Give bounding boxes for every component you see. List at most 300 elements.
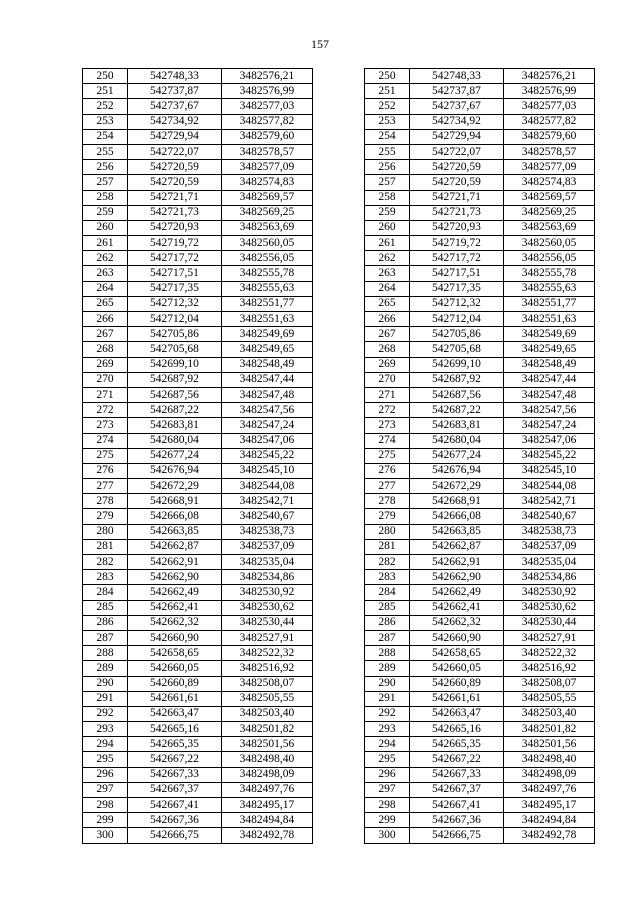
right-y-coordinate-cell: 3482551,63	[504, 312, 595, 327]
right-y-coordinate-cell: 3482498,40	[504, 752, 595, 767]
left-y-coordinate-cell: 3482555,63	[221, 281, 312, 296]
left-point-number-cell: 283	[83, 570, 128, 585]
left-y-coordinate-cell: 3482560,05	[221, 236, 312, 251]
right-point-number-cell: 271	[365, 387, 410, 402]
left-y-coordinate-cell: 3482578,57	[221, 144, 312, 159]
right-x-coordinate-cell: 542660,89	[409, 676, 503, 691]
right-x-coordinate-cell: 542677,24	[409, 448, 503, 463]
right-x-coordinate-cell: 542662,91	[409, 555, 503, 570]
right-y-coordinate-cell: 3482503,40	[504, 706, 595, 721]
column-gap	[312, 251, 364, 266]
left-point-number-cell: 295	[83, 752, 128, 767]
right-x-coordinate-cell: 542676,94	[409, 463, 503, 478]
left-point-number-cell: 250	[83, 69, 128, 84]
right-y-coordinate-cell: 3482578,57	[504, 144, 595, 159]
left-y-coordinate-cell: 3482530,62	[221, 600, 312, 615]
left-point-number-cell: 264	[83, 281, 128, 296]
column-gap	[312, 160, 364, 175]
left-point-number-cell: 289	[83, 661, 128, 676]
right-point-number-cell: 278	[365, 494, 410, 509]
right-point-number-cell: 295	[365, 752, 410, 767]
right-x-coordinate-cell: 542737,67	[409, 99, 503, 114]
column-gap	[312, 190, 364, 205]
left-point-number-cell: 255	[83, 144, 128, 159]
column-gap	[312, 706, 364, 721]
table-row	[83, 205, 595, 220]
left-y-coordinate-cell: 3482563,69	[221, 220, 312, 235]
left-point-number-cell: 280	[83, 524, 128, 539]
left-point-number-cell: 296	[83, 767, 128, 782]
right-y-coordinate-cell: 3482527,91	[504, 630, 595, 645]
left-point-number-cell: 261	[83, 236, 128, 251]
left-point-number-cell: 286	[83, 615, 128, 630]
right-point-number-cell: 288	[365, 646, 410, 661]
left-point-number-cell: 300	[83, 828, 128, 843]
right-point-number-cell: 275	[365, 448, 410, 463]
left-x-coordinate-cell: 542699,10	[127, 357, 221, 372]
right-point-number-cell: 266	[365, 312, 410, 327]
left-x-coordinate-cell: 542662,90	[127, 570, 221, 585]
table-row	[83, 236, 595, 251]
right-y-coordinate-cell: 3482548,49	[504, 357, 595, 372]
column-gap	[312, 266, 364, 281]
right-point-number-cell: 297	[365, 782, 410, 797]
left-point-number-cell: 293	[83, 722, 128, 737]
left-y-coordinate-cell: 3482501,56	[221, 737, 312, 752]
table-row	[83, 357, 595, 372]
right-point-number-cell: 282	[365, 555, 410, 570]
right-x-coordinate-cell: 542720,59	[409, 175, 503, 190]
column-gap	[312, 479, 364, 494]
left-point-number-cell: 281	[83, 539, 128, 554]
right-point-number-cell: 286	[365, 615, 410, 630]
right-y-coordinate-cell: 3482576,99	[504, 84, 595, 99]
right-x-coordinate-cell: 542748,33	[409, 69, 503, 84]
right-y-coordinate-cell: 3482555,78	[504, 266, 595, 281]
right-x-coordinate-cell: 542737,87	[409, 84, 503, 99]
left-point-number-cell: 298	[83, 798, 128, 813]
left-x-coordinate-cell: 542662,91	[127, 555, 221, 570]
left-y-coordinate-cell: 3482556,05	[221, 251, 312, 266]
right-x-coordinate-cell: 542668,91	[409, 494, 503, 509]
column-gap	[312, 327, 364, 342]
table-row	[83, 220, 595, 235]
left-point-number-cell: 265	[83, 296, 128, 311]
right-y-coordinate-cell: 3482551,77	[504, 296, 595, 311]
right-point-number-cell: 263	[365, 266, 410, 281]
left-point-number-cell: 252	[83, 99, 128, 114]
left-x-coordinate-cell: 542717,51	[127, 266, 221, 281]
table-row	[83, 828, 595, 843]
left-point-number-cell: 276	[83, 463, 128, 478]
right-point-number-cell: 255	[365, 144, 410, 159]
column-gap	[312, 585, 364, 600]
right-point-number-cell: 289	[365, 661, 410, 676]
table-row	[83, 813, 595, 828]
right-x-coordinate-cell: 542712,32	[409, 296, 503, 311]
right-x-coordinate-cell: 542712,04	[409, 312, 503, 327]
table-row	[83, 312, 595, 327]
left-point-number-cell: 287	[83, 630, 128, 645]
table-row	[83, 372, 595, 387]
column-gap	[312, 524, 364, 539]
left-point-number-cell: 262	[83, 251, 128, 266]
right-point-number-cell: 262	[365, 251, 410, 266]
left-point-number-cell: 272	[83, 403, 128, 418]
left-point-number-cell: 260	[83, 220, 128, 235]
right-x-coordinate-cell: 542667,41	[409, 798, 503, 813]
right-x-coordinate-cell: 542663,47	[409, 706, 503, 721]
left-x-coordinate-cell: 542667,33	[127, 767, 221, 782]
right-point-number-cell: 268	[365, 342, 410, 357]
right-point-number-cell: 256	[365, 160, 410, 175]
column-gap	[312, 463, 364, 478]
right-point-number-cell: 300	[365, 828, 410, 843]
column-gap	[312, 403, 364, 418]
table-row	[83, 630, 595, 645]
table-row	[83, 661, 595, 676]
left-x-coordinate-cell: 542662,87	[127, 539, 221, 554]
left-y-coordinate-cell: 3482547,44	[221, 372, 312, 387]
left-y-coordinate-cell: 3482547,56	[221, 403, 312, 418]
right-y-coordinate-cell: 3482574,83	[504, 175, 595, 190]
left-x-coordinate-cell: 542687,56	[127, 387, 221, 402]
left-y-coordinate-cell: 3482508,07	[221, 676, 312, 691]
left-y-coordinate-cell: 3482498,09	[221, 767, 312, 782]
table-row	[83, 752, 595, 767]
right-point-number-cell: 277	[365, 479, 410, 494]
left-x-coordinate-cell: 542687,22	[127, 403, 221, 418]
table-row	[83, 190, 595, 205]
left-x-coordinate-cell: 542729,94	[127, 129, 221, 144]
left-x-coordinate-cell: 542667,36	[127, 813, 221, 828]
right-x-coordinate-cell: 542722,07	[409, 144, 503, 159]
left-y-coordinate-cell: 3482577,03	[221, 99, 312, 114]
column-gap	[312, 767, 364, 782]
column-gap	[312, 630, 364, 645]
right-x-coordinate-cell: 542667,37	[409, 782, 503, 797]
column-gap	[312, 296, 364, 311]
left-point-number-cell: 273	[83, 418, 128, 433]
right-x-coordinate-cell: 542660,90	[409, 630, 503, 645]
page-number: 157	[311, 37, 329, 51]
table-row	[83, 646, 595, 661]
left-point-number-cell: 251	[83, 84, 128, 99]
left-x-coordinate-cell: 542663,47	[127, 706, 221, 721]
right-y-coordinate-cell: 3482538,73	[504, 524, 595, 539]
left-point-number-cell: 282	[83, 555, 128, 570]
left-x-coordinate-cell: 542677,24	[127, 448, 221, 463]
right-x-coordinate-cell: 542662,49	[409, 585, 503, 600]
table-row	[83, 403, 595, 418]
right-point-number-cell: 258	[365, 190, 410, 205]
column-gap	[312, 372, 364, 387]
column-gap	[312, 236, 364, 251]
right-point-number-cell: 279	[365, 509, 410, 524]
left-x-coordinate-cell: 542661,61	[127, 691, 221, 706]
right-y-coordinate-cell: 3482577,82	[504, 114, 595, 129]
table-row	[83, 737, 595, 752]
right-y-coordinate-cell: 3482547,56	[504, 403, 595, 418]
table-row	[83, 433, 595, 448]
left-y-coordinate-cell: 3482545,10	[221, 463, 312, 478]
left-x-coordinate-cell: 542662,32	[127, 615, 221, 630]
column-gap	[312, 220, 364, 235]
left-point-number-cell: 257	[83, 175, 128, 190]
table-row	[83, 175, 595, 190]
table-row	[83, 524, 595, 539]
left-y-coordinate-cell: 3482576,99	[221, 84, 312, 99]
column-gap	[312, 798, 364, 813]
column-gap	[312, 129, 364, 144]
left-x-coordinate-cell: 542662,41	[127, 600, 221, 615]
right-point-number-cell: 270	[365, 372, 410, 387]
right-x-coordinate-cell: 542672,29	[409, 479, 503, 494]
column-gap	[312, 539, 364, 554]
right-y-coordinate-cell: 3482497,76	[504, 782, 595, 797]
left-y-coordinate-cell: 3482495,17	[221, 798, 312, 813]
left-point-number-cell: 271	[83, 387, 128, 402]
column-gap	[312, 357, 364, 372]
column-gap	[312, 600, 364, 615]
table-row	[83, 509, 595, 524]
table-row	[83, 144, 595, 159]
right-y-coordinate-cell: 3482522,32	[504, 646, 595, 661]
left-y-coordinate-cell: 3482535,04	[221, 555, 312, 570]
left-y-coordinate-cell: 3482540,67	[221, 509, 312, 524]
left-y-coordinate-cell: 3482576,21	[221, 69, 312, 84]
left-y-coordinate-cell: 3482516,92	[221, 661, 312, 676]
left-x-coordinate-cell: 542721,73	[127, 205, 221, 220]
right-x-coordinate-cell: 542663,85	[409, 524, 503, 539]
left-point-number-cell: 288	[83, 646, 128, 661]
column-gap	[312, 676, 364, 691]
coordinates-table	[82, 68, 595, 844]
left-y-coordinate-cell: 3482530,92	[221, 585, 312, 600]
left-x-coordinate-cell: 542667,22	[127, 752, 221, 767]
column-gap	[312, 69, 364, 84]
right-point-number-cell: 299	[365, 813, 410, 828]
left-y-coordinate-cell: 3482569,25	[221, 205, 312, 220]
table-row	[83, 691, 595, 706]
right-x-coordinate-cell: 542717,51	[409, 266, 503, 281]
table-row	[83, 767, 595, 782]
right-point-number-cell: 284	[365, 585, 410, 600]
column-gap	[312, 144, 364, 159]
column-gap	[312, 418, 364, 433]
right-y-coordinate-cell: 3482501,56	[504, 737, 595, 752]
right-y-coordinate-cell: 3482549,65	[504, 342, 595, 357]
right-y-coordinate-cell: 3482498,09	[504, 767, 595, 782]
right-point-number-cell: 264	[365, 281, 410, 296]
left-point-number-cell: 277	[83, 479, 128, 494]
left-x-coordinate-cell: 542665,35	[127, 737, 221, 752]
table-row	[83, 251, 595, 266]
right-y-coordinate-cell: 3482495,17	[504, 798, 595, 813]
left-x-coordinate-cell: 542683,81	[127, 418, 221, 433]
right-x-coordinate-cell: 542667,33	[409, 767, 503, 782]
column-gap	[312, 494, 364, 509]
left-x-coordinate-cell: 542737,87	[127, 84, 221, 99]
table-row	[83, 129, 595, 144]
right-y-coordinate-cell: 3482547,48	[504, 387, 595, 402]
right-point-number-cell: 272	[365, 403, 410, 418]
right-y-coordinate-cell: 3482516,92	[504, 661, 595, 676]
table-row	[83, 387, 595, 402]
left-y-coordinate-cell: 3482574,83	[221, 175, 312, 190]
right-point-number-cell: 257	[365, 175, 410, 190]
right-y-coordinate-cell: 3482535,04	[504, 555, 595, 570]
right-point-number-cell: 261	[365, 236, 410, 251]
left-point-number-cell: 267	[83, 327, 128, 342]
column-gap	[312, 615, 364, 630]
right-x-coordinate-cell: 542719,72	[409, 236, 503, 251]
left-y-coordinate-cell: 3482547,06	[221, 433, 312, 448]
column-gap	[312, 433, 364, 448]
right-x-coordinate-cell: 542662,41	[409, 600, 503, 615]
table-row	[83, 99, 595, 114]
right-x-coordinate-cell: 542658,65	[409, 646, 503, 661]
left-point-number-cell: 266	[83, 312, 128, 327]
right-x-coordinate-cell: 542699,10	[409, 357, 503, 372]
right-y-coordinate-cell: 3482569,25	[504, 205, 595, 220]
table-row	[83, 84, 595, 99]
table-row	[83, 555, 595, 570]
right-y-coordinate-cell: 3482505,55	[504, 691, 595, 706]
column-gap	[312, 114, 364, 129]
left-y-coordinate-cell: 3482579,60	[221, 129, 312, 144]
left-x-coordinate-cell: 542666,75	[127, 828, 221, 843]
left-y-coordinate-cell: 3482498,40	[221, 752, 312, 767]
left-x-coordinate-cell: 542705,68	[127, 342, 221, 357]
table-row	[83, 327, 595, 342]
right-x-coordinate-cell: 542666,75	[409, 828, 503, 843]
right-point-number-cell: 285	[365, 600, 410, 615]
left-point-number-cell: 258	[83, 190, 128, 205]
left-x-coordinate-cell: 542667,41	[127, 798, 221, 813]
table-row	[83, 448, 595, 463]
left-point-number-cell: 290	[83, 676, 128, 691]
left-x-coordinate-cell: 542660,89	[127, 676, 221, 691]
column-gap	[312, 509, 364, 524]
left-point-number-cell: 263	[83, 266, 128, 281]
right-point-number-cell: 293	[365, 722, 410, 737]
left-x-coordinate-cell: 542721,71	[127, 190, 221, 205]
table-row	[83, 342, 595, 357]
right-x-coordinate-cell: 542720,93	[409, 220, 503, 235]
right-x-coordinate-cell: 542717,35	[409, 281, 503, 296]
table-row	[83, 160, 595, 175]
left-x-coordinate-cell: 542719,72	[127, 236, 221, 251]
right-x-coordinate-cell: 542667,22	[409, 752, 503, 767]
right-x-coordinate-cell: 542721,71	[409, 190, 503, 205]
right-x-coordinate-cell: 542662,87	[409, 539, 503, 554]
right-y-coordinate-cell: 3482569,57	[504, 190, 595, 205]
left-x-coordinate-cell: 542672,29	[127, 479, 221, 494]
right-point-number-cell: 276	[365, 463, 410, 478]
left-x-coordinate-cell: 542720,59	[127, 175, 221, 190]
column-gap	[312, 555, 364, 570]
left-y-coordinate-cell: 3482549,65	[221, 342, 312, 357]
left-x-coordinate-cell: 542722,07	[127, 144, 221, 159]
right-point-number-cell: 294	[365, 737, 410, 752]
right-x-coordinate-cell: 542687,22	[409, 403, 503, 418]
table-row	[83, 539, 595, 554]
right-point-number-cell: 290	[365, 676, 410, 691]
left-x-coordinate-cell: 542668,91	[127, 494, 221, 509]
right-x-coordinate-cell: 542680,04	[409, 433, 503, 448]
column-gap	[312, 752, 364, 767]
table-row	[83, 570, 595, 585]
left-y-coordinate-cell: 3482555,78	[221, 266, 312, 281]
left-point-number-cell: 279	[83, 509, 128, 524]
left-x-coordinate-cell: 542662,49	[127, 585, 221, 600]
right-x-coordinate-cell: 542665,16	[409, 722, 503, 737]
right-point-number-cell: 250	[365, 69, 410, 84]
right-point-number-cell: 253	[365, 114, 410, 129]
right-y-coordinate-cell: 3482540,67	[504, 509, 595, 524]
table-row	[83, 615, 595, 630]
left-x-coordinate-cell: 542748,33	[127, 69, 221, 84]
left-point-number-cell: 268	[83, 342, 128, 357]
right-x-coordinate-cell: 542661,61	[409, 691, 503, 706]
left-x-coordinate-cell: 542663,85	[127, 524, 221, 539]
column-gap	[312, 570, 364, 585]
right-y-coordinate-cell: 3482534,86	[504, 570, 595, 585]
right-y-coordinate-cell: 3482555,63	[504, 281, 595, 296]
column-gap	[312, 448, 364, 463]
right-y-coordinate-cell: 3482545,22	[504, 448, 595, 463]
left-point-number-cell: 274	[83, 433, 128, 448]
left-y-coordinate-cell: 3482551,63	[221, 312, 312, 327]
left-y-coordinate-cell: 3482527,91	[221, 630, 312, 645]
left-y-coordinate-cell: 3482534,86	[221, 570, 312, 585]
table-row	[83, 418, 595, 433]
left-y-coordinate-cell: 3482497,76	[221, 782, 312, 797]
left-x-coordinate-cell: 542712,32	[127, 296, 221, 311]
right-point-number-cell: 265	[365, 296, 410, 311]
left-y-coordinate-cell: 3482542,71	[221, 494, 312, 509]
right-point-number-cell: 267	[365, 327, 410, 342]
right-y-coordinate-cell: 3482501,82	[504, 722, 595, 737]
left-x-coordinate-cell: 542667,37	[127, 782, 221, 797]
right-point-number-cell: 296	[365, 767, 410, 782]
right-point-number-cell: 254	[365, 129, 410, 144]
table-row	[83, 266, 595, 281]
right-x-coordinate-cell: 542705,86	[409, 327, 503, 342]
left-point-number-cell: 284	[83, 585, 128, 600]
left-y-coordinate-cell: 3482577,09	[221, 160, 312, 175]
right-y-coordinate-cell: 3482492,78	[504, 828, 595, 843]
right-point-number-cell: 269	[365, 357, 410, 372]
left-point-number-cell: 269	[83, 357, 128, 372]
left-y-coordinate-cell: 3482530,44	[221, 615, 312, 630]
table-row	[83, 798, 595, 813]
left-y-coordinate-cell: 3482545,22	[221, 448, 312, 463]
right-y-coordinate-cell: 3482547,44	[504, 372, 595, 387]
left-x-coordinate-cell: 542712,04	[127, 312, 221, 327]
table-row	[83, 722, 595, 737]
left-x-coordinate-cell: 542660,90	[127, 630, 221, 645]
column-gap	[312, 782, 364, 797]
left-y-coordinate-cell: 3482577,82	[221, 114, 312, 129]
left-y-coordinate-cell: 3482548,49	[221, 357, 312, 372]
left-y-coordinate-cell: 3482503,40	[221, 706, 312, 721]
left-point-number-cell: 291	[83, 691, 128, 706]
right-y-coordinate-cell: 3482494,84	[504, 813, 595, 828]
table-row	[83, 479, 595, 494]
right-point-number-cell: 287	[365, 630, 410, 645]
